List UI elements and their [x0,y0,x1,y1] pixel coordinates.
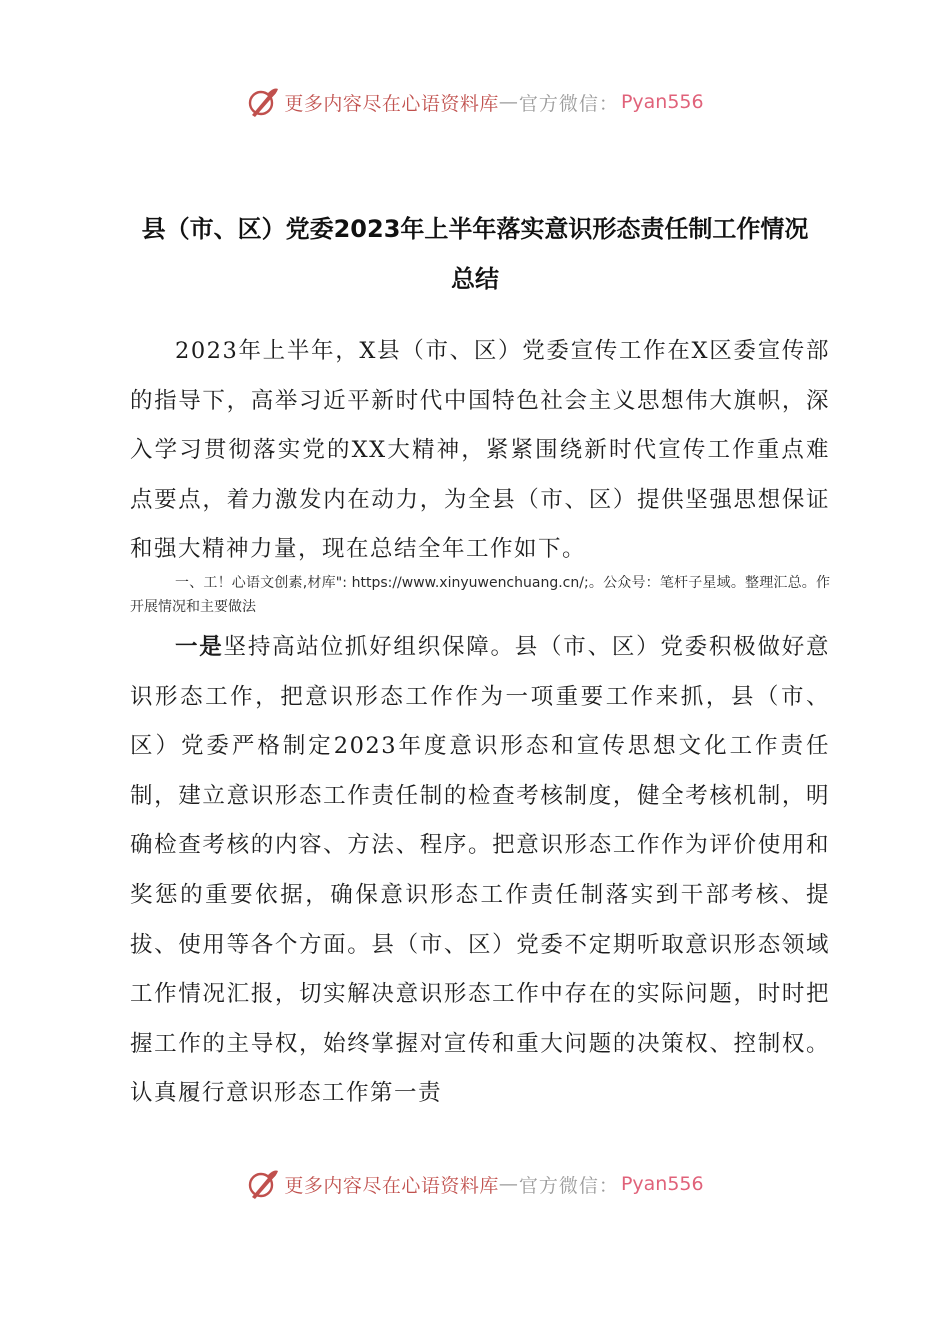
point-one-text: 坚持高站位抓好组织保障。县（市、区）党委积极做好意识形态工作，把意识形态工作作为一项重要工作来抓，县（市、区）党委严格制定2023年度意识形态和宣传思想文化工作责任制，建立意识形态工作责任制的检查考核制度，健全考核机制，明确检查考核的内容、方法、程序。把意识形态工作作为评价使用和奖惩的重要依据，确保意识形态工作责任制落实到干部考核、提拔、使用等各个方面。县（市、区）党委不定期听取意识形态领域工作情况汇报，切实解决意识形态工作中存在的实际问题，时时把握工作的主导权，始终掌握对宣传和重大问题的决策权、控制权。认真履行意识形态工作第一责 [130,634,830,1107]
document-title [120,204,830,304]
quill-pen-icon [246,85,280,119]
banner-separator: — [498,91,519,113]
wechat-label: 官方微信： [518,1174,619,1197]
point-one-paragraph [130,623,830,1119]
banner-separator: — [498,1173,519,1195]
brand-text: 更多内容尽在心语资料库 [284,1174,499,1197]
section-heading: 一、工！心语文创素,材库": https://www.xinyuwenchuang.cn/;。公众号：笔杆子星域。整理汇总。作开展情况和主要做法 [130,575,830,615]
wechat-label: 官方微信： [518,92,619,115]
intro-paragraph: 2023年上半年，X县（市、区）党委宣传工作在X区委宣传部的指导下，高举习近平新时代中国特色社会主义思想伟大旗帜，深入学习贯彻落实党的XX大精神，紧紧围绕新时代宣传工作重点难点要点，着力激发内在动力，为全县（市、区）提供坚强思想保证和强大精神力量，现在总结全年工作如下。 [130,338,830,563]
brand-text: 更多内容尽在心语资料库 [284,92,499,115]
wechat-id: Pyan556 [620,91,704,113]
quill-pen-icon [246,1167,280,1201]
point-one-lead: 一是 [175,634,224,660]
title-line-1: 县（市、区）党委2023年上半年落实意识形态责任制工作情况 [141,215,809,243]
header-banner [0,82,950,122]
title-line-2: 总结 [451,265,499,293]
wechat-id: Pyan556 [620,1173,704,1195]
footer-banner [0,1164,950,1204]
